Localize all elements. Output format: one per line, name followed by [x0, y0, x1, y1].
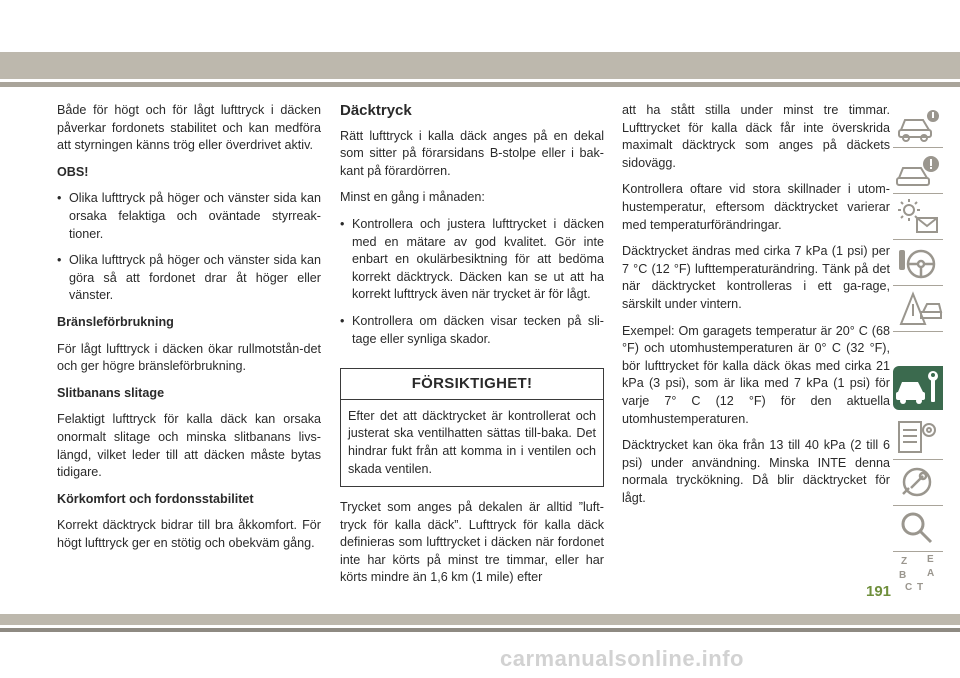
svg-text:A: A	[927, 568, 935, 579]
list-item	[340, 216, 604, 304]
caution-box	[340, 368, 604, 487]
comfort-paragraph: Korrekt däcktryck bidrar till bra åkkomfort. För högt lufttryck ger en stötig och obekväm gång.	[57, 518, 321, 550]
caution-text: Efter det att däcktrycket är kontrollerat och justerat ska ventilhatten sättas till-baka. Det hindrar fukt från att komma in i ventilen och skada ventilen.	[348, 408, 596, 476]
intro-paragraph: Både för högt och för lågt lufttryck i däcken påverkar fordonets stabilitet och kan medföra att styrningen känns trög eller överdrivet aktiv.	[57, 103, 321, 153]
tab-road-warning[interactable]	[893, 286, 943, 330]
bullet-icon: •	[340, 216, 345, 231]
paragraph: Däcktrycket kan öka från 13 till 40 kPa (2 till 6 psi) under användning. Minska INTE denna normala tryckökning. Då blir däcktrycket för lågt.	[622, 438, 890, 505]
bottom-band	[0, 614, 960, 625]
list-item	[57, 190, 321, 243]
svg-text:E: E	[927, 554, 934, 565]
paragraph: Exempel: Om garagets temperatur är 20° C (68 °F) och utomhustemperaturen är 0° C (32 °F), bör lufttrycket för kalla däck ökas med cirka 21 kPa (3 psi), som är lika med 7 kPa (1 psi) för varje 7° C (12 °F) för den aktuella utomhustemperaturen.	[622, 323, 890, 426]
top-band	[0, 52, 960, 79]
lights-icon	[893, 194, 943, 238]
wear-heading: Slitbanans slitage	[57, 385, 165, 400]
bullet-icon: •	[57, 253, 62, 268]
tab-car-info[interactable]	[893, 102, 943, 146]
bullet-text: Kontrollera om däcken visar tecken på sli-tage eller synliga skador.	[352, 313, 604, 346]
column-1	[57, 102, 321, 561]
tab-steering[interactable]	[893, 240, 943, 284]
bullet-text: Olika lufttryck på höger och vänster sida kan orsaka felaktiga och oväntade styrreak-tioner.	[69, 191, 321, 241]
tab-lights[interactable]	[893, 194, 943, 238]
bullet-icon: •	[340, 313, 345, 328]
bottom-band-line	[0, 628, 960, 632]
paragraph: Rätt lufttryck i kalla däck anges på en dekal som sitter på förarsidans B-stolpe eller i bak-kant på förardörren.	[340, 128, 604, 178]
tab-index[interactable]	[893, 552, 943, 596]
checklist-gear-icon	[893, 414, 943, 458]
tab-car-wrench-active[interactable]	[893, 366, 943, 410]
column-3	[622, 102, 890, 516]
paragraph: Kontrollera oftare vid stora skillnader i utom-hustemperatur, eftersom däcktrycket varierar med temperaturförändringar.	[622, 182, 890, 232]
fuel-heading: Bränsleförbrukning	[57, 314, 174, 329]
fuel-paragraph: För lågt lufttryck i däcken ökar rullmotstån-det och ger högre bränsleförbrukning.	[57, 341, 321, 374]
road-warning-icon	[893, 286, 943, 330]
steering-wheel-icon	[893, 240, 943, 284]
paragraph: att ha stått stilla under minst tre timmar. Lufttrycket för kalla däck får inte överskrida maximalt däcktryck som anges på däckets sidovägg.	[622, 103, 890, 170]
obs-heading: OBS!	[57, 164, 89, 179]
column-2	[340, 102, 604, 596]
svg-text:Z: Z	[901, 556, 908, 567]
wrench-settings-icon	[893, 460, 943, 504]
tab-wrench-settings[interactable]	[893, 460, 943, 504]
svg-text:T: T	[917, 582, 924, 593]
list-item	[57, 252, 321, 305]
top-band-line	[0, 82, 960, 87]
bullet-icon: •	[57, 191, 62, 206]
list-item	[340, 313, 604, 348]
page-number: 191	[866, 583, 892, 600]
paragraph: Trycket som anges på dekalen är alltid ”luft-tryck för kalla däck”. Lufttryck för kalla däck definieras som lufttrycket i däcken när fordonet inte har körts på minst tre timmar, eller har körts mindre än 1,6 km (1 mile) efter	[340, 500, 604, 585]
alphabet-index-icon	[893, 552, 943, 596]
svg-text:C: C	[905, 582, 913, 593]
paragraph: Minst en gång i månaden:	[340, 190, 485, 205]
magnifier-icon	[893, 506, 943, 550]
car-wrench-icon	[893, 366, 943, 410]
tire-pressure-heading: Däcktryck	[340, 102, 412, 119]
paragraph: Däcktrycket ändras med cirka 7 kPa (1 psi) per 7 °C (12 °F) lufttemperaturändring. Tänk på det när däcktrycket kontrolleras i ett ga-rage, särskilt under vintern.	[622, 244, 890, 311]
tab-divider	[893, 331, 943, 332]
watermark: carmanualsonline.info	[500, 646, 744, 671]
caution-title: FÖRSIKTIGHET!	[341, 369, 603, 400]
tab-checklist[interactable]	[893, 414, 943, 458]
comfort-heading: Körkomfort och fordonsstabilitet	[57, 491, 254, 506]
bullet-text: Olika lufttryck på höger och vänster sida kan göra så att fordonet drar åt höger eller vänster.	[69, 253, 321, 303]
tab-car-warning[interactable]	[893, 148, 943, 192]
svg-text:B: B	[899, 570, 907, 581]
tab-search[interactable]	[893, 506, 943, 550]
car-info-icon	[893, 102, 943, 146]
wear-paragraph: Felaktigt lufttryck för kalla däck kan orsaka onormalt slitage och minska slitbanans livs-längd, vilket leder till att däcken måste bytas tidigare.	[57, 412, 321, 480]
bullet-text: Kontrollera och justera lufttrycket i däcken med en mätare av god kvalitet. Gör inte enbart en okulärbesiktning för att bedöma korrekt däcktryck. Däcken kan se ut att ha korrekt lufttryck även när trycket är för lågt.	[352, 216, 604, 302]
car-warning-icon	[893, 148, 943, 192]
